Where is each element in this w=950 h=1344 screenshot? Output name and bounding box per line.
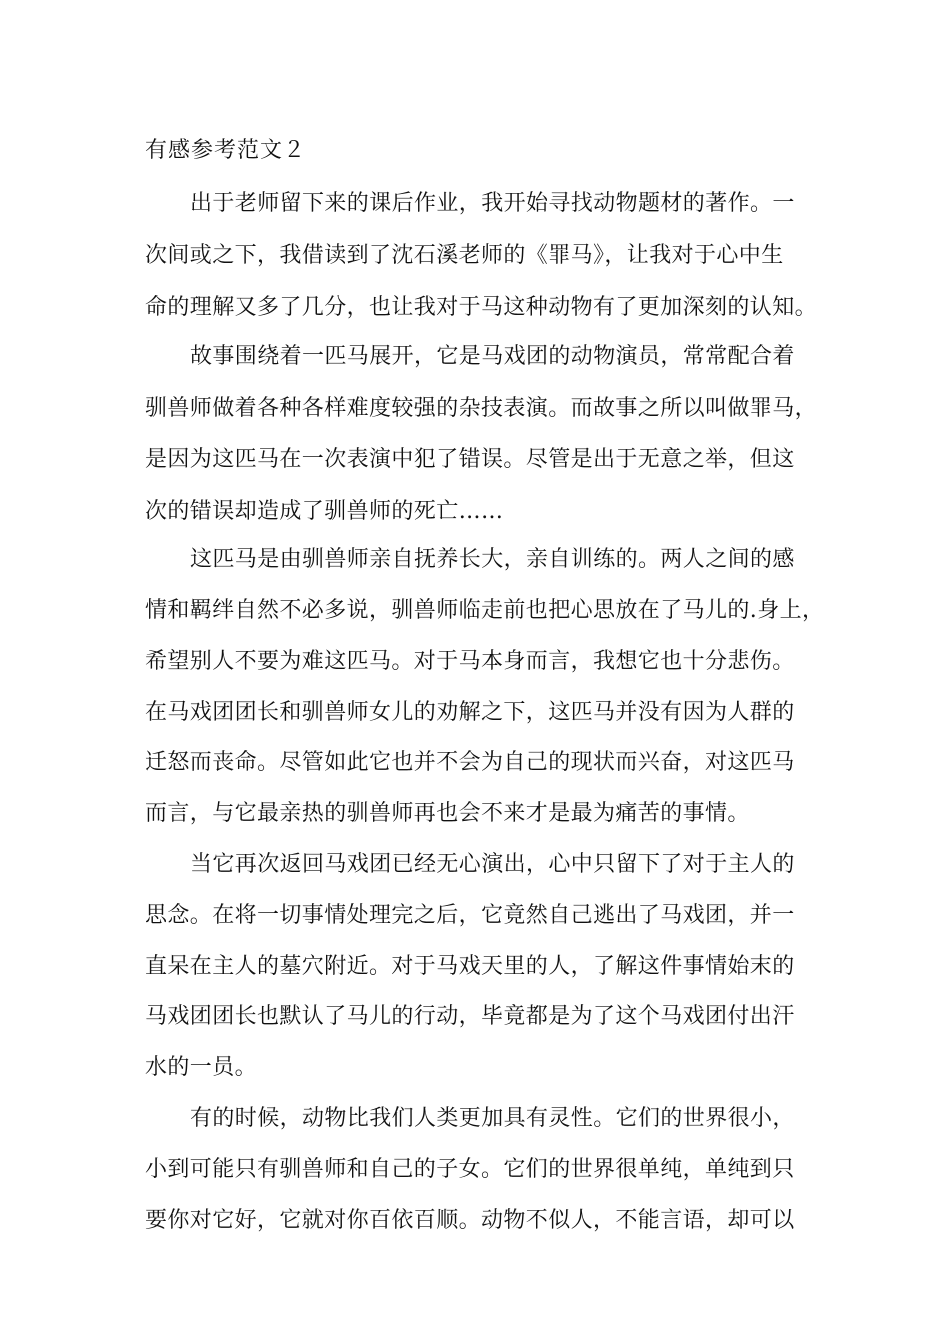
document-title: 有感参考范文２: [145, 138, 307, 163]
paragraph-3-line-1: 这匹马是由驯兽师亲自抚养长大，亲自训练的。两人之间的感: [190, 547, 795, 572]
paragraph-3-line-4: 在马戏团团长和驯兽师女儿的劝解之下，这匹马并没有因为人群的: [145, 700, 795, 725]
paragraph-1-line-2: 次间或之下，我借读到了沈石溪老师的《罪马》，让我对于心中生: [145, 243, 784, 268]
paragraph-1-line-1: 出于老师留下来的课后作业，我开始寻找动物题材的著作。一: [190, 191, 795, 216]
paragraph-4-line-5: 水的一员。: [145, 1055, 258, 1080]
paragraph-3-line-6: 而言，与它最亲热的驯兽师再也会不来才是最为痛苦的事情。: [145, 801, 750, 826]
paragraph-5-line-2: 小到可能只有驯兽师和自己的子女。它们的世界很单纯，单纯到只: [145, 1157, 795, 1182]
paragraph-4-line-1: 当它再次返回马戏团已经无心演出，心中只留下了对于主人的: [190, 852, 795, 877]
paragraph-2-line-3: 是因为这匹马在一次表演中犯了错误。尽管是出于无意之举，但这: [145, 447, 795, 472]
paragraph-3-line-2: 情和羁绊自然不必多说，驯兽师临走前也把心思放在了马儿的.身上，: [145, 598, 825, 623]
paragraph-5-line-3: 要你对它好，它就对你百依百顺。动物不似人，不能言语，却可以: [145, 1208, 795, 1233]
paragraph-2-line-2: 驯兽师做着各种各样难度较强的杂技表演。而故事之所以叫做罪马，: [145, 396, 818, 421]
paragraph-4-line-4: 马戏团团长也默认了马儿的行动，毕竟都是为了这个马戏团付出汗: [145, 1004, 795, 1029]
paragraph-3-line-3: 希望别人不要为难这匹马。对于马本身而言，我想它也十分悲伤。: [145, 649, 795, 674]
paragraph-3-line-5: 迁怒而丧命。尽管如此它也并不会为自己的现状而兴奋，对这匹马: [145, 750, 795, 775]
paragraph-2-line-1: 故事围绕着一匹马展开，它是马戏团的动物演员，常常配合着: [190, 344, 795, 369]
paragraph-5-line-1: 有的时候，动物比我们人类更加具有灵性。它们的世界很小，: [190, 1106, 795, 1131]
paragraph-4-line-2: 思念。在将一切事情处理完之后，它竟然自己逃出了马戏团，并一: [145, 903, 795, 928]
paragraph-4-line-3: 直呆在主人的墓穴附近。对于马戏天里的人，了解这件事情始末的: [145, 954, 795, 979]
paragraph-2-line-4: 次的错误却造成了驯兽师的死亡……: [145, 499, 504, 524]
paragraph-1-line-3: 命的理解又多了几分，也让我对于马这种动物有了更加深刻的认知。: [145, 295, 818, 320]
